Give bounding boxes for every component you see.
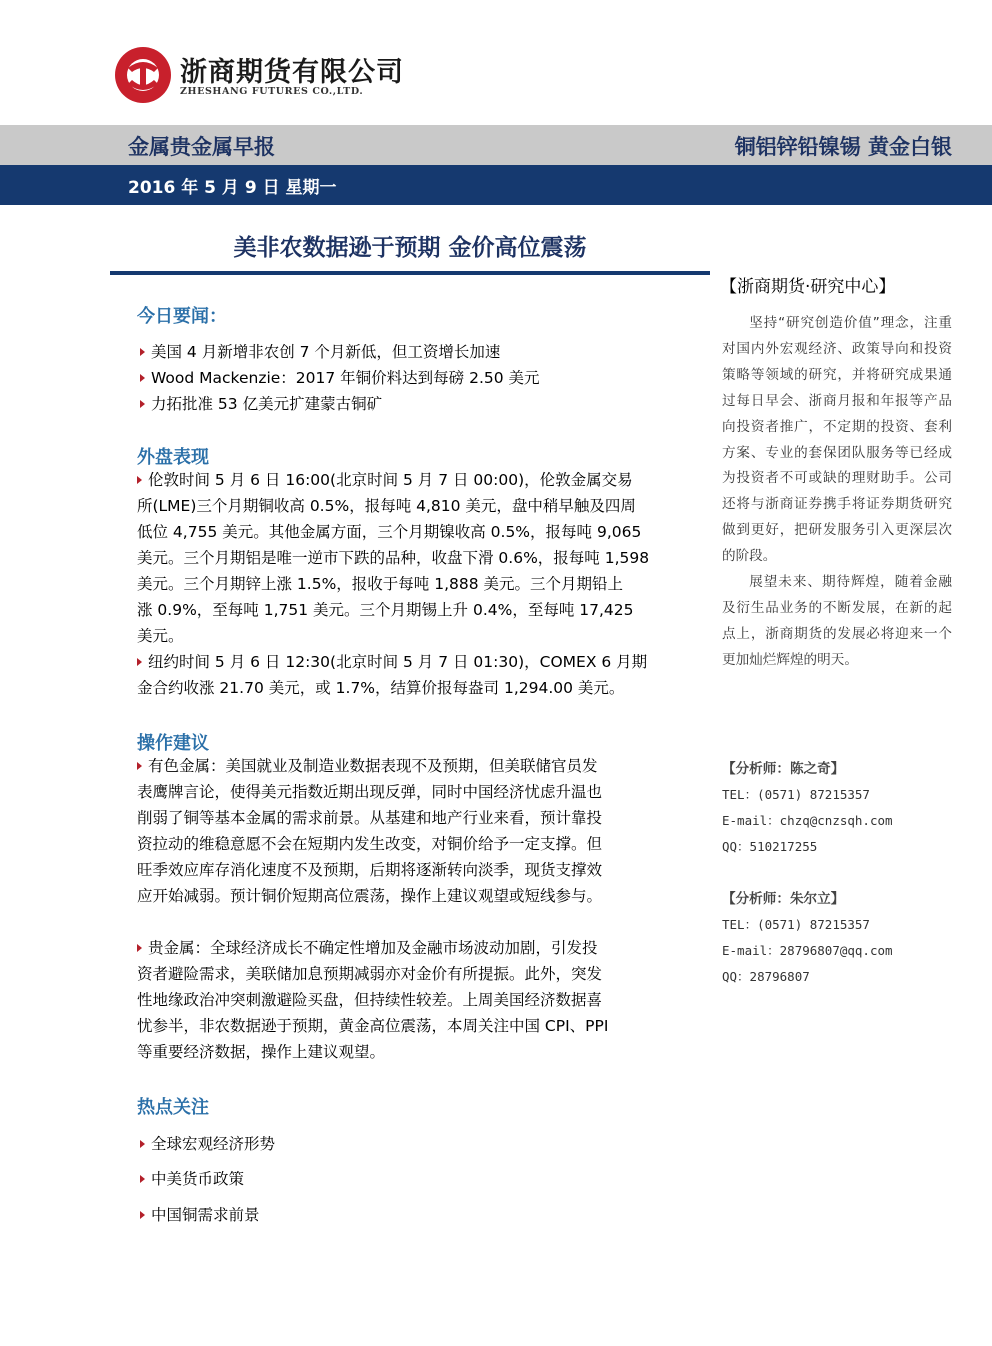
bullet-arrow-icon <box>140 1140 145 1148</box>
news-item: Wood Mackenzie：2017 年铜价料达到每磅 2.50 美元 <box>140 366 540 388</box>
hot-item: 中美货币政策 <box>140 1167 244 1189</box>
analyst-2-qq: QQ：28796807 <box>722 969 810 984</box>
research-center-title: 【浙商期货·研究中心】 <box>720 277 896 297</box>
company-name-cn: 浙商期货有限公司 <box>180 57 404 88</box>
analyst-1-email[interactable]: E-mail：chzq@cnzsqh.com <box>722 813 893 828</box>
advice-paragraph-base-metals: 有色金属：美国就业及制造业数据表现不及预期，但美联储官员发 表鹰牌言论，使得美元指数近期出现反弹，同时中国经济忧虑升温也 削弱了铜等基本金属的需求前景。从基建和地产行业来看，预计靠投 资拉动的维稳意愿不会在短期内发生改变，对铜价给予一定支撑。但 旺季效应库存消化速度不及预期，后期将逐渐转向淡季，现货支撑效 应开始减弱。预计铜价短期高位震荡，操作上建议观望或短线参与。 <box>137 757 603 905</box>
hot-item: 全球宏观经济形势 <box>140 1132 275 1154</box>
analyst-1-title: 【分析师：陈之奇】 <box>722 761 845 777</box>
company-logo-icon <box>114 46 172 104</box>
report-type: 金属贵金属早报 <box>128 135 275 159</box>
external-paragraph-comex: 纽约时间 5 月 6 日 12:30(北京时间 5 月 7 日 01:30)，COMEX 6 月期 金合约收涨 21.70 美元，或 1.7%，结算价报每盎司 1,294.00 美元。 <box>137 653 648 697</box>
news-item: 力拓批准 53 亿美元扩建蒙古铜矿 <box>140 392 382 414</box>
headline-divider <box>110 271 710 275</box>
hot-item: 中国铜需求前景 <box>140 1203 260 1225</box>
headline: 美非农数据逊于预期 金价高位震荡 <box>233 235 587 261</box>
news-section-title: 今日要闻： <box>137 306 227 327</box>
research-center-intro: 坚持“研究创造价值”理念，注重对国内外宏观经济、政策导向和投资策略等领域的研究，并将研究成果通过每日早会、浙商月报和年报等产品向投资者推广，不定期的投资、套利方案、专业的套保团队服务等已经成为投资者不可或缺的理财助手。公司还将与浙商证券携手将证券期货研究做到更好，把研发服务引入更深层次的阶段。 展望未来、期待辉煌，随着金融及衍生品业务的不断发展，在新的起点上，浙商期货的发展必将迎来一个更加灿烂辉煌的明天。 <box>722 315 952 668</box>
analyst-1-tel: TEL：(0571) 87215357 <box>722 787 870 802</box>
analyst-2-tel: TEL：(0571) 87215357 <box>722 917 870 932</box>
report-date: 2016 年 5 月 9 日 星期一 <box>128 178 337 198</box>
report-title-band <box>0 125 992 165</box>
bullet-arrow-icon <box>140 1175 145 1183</box>
analyst-2-title: 【分析师：朱尔立】 <box>722 891 845 907</box>
analyst-1-qq: QQ：510217255 <box>722 839 818 854</box>
bullet-arrow-icon <box>140 1211 145 1219</box>
metals-list: 铜铝锌铅镍锡 黄金白银 <box>734 135 952 159</box>
bullet-arrow-icon <box>140 374 145 382</box>
news-item: 美国 4 月新增非农创 7 个月新低，但工资增长加速 <box>140 340 500 362</box>
bullet-arrow-icon <box>140 400 145 408</box>
company-name-en: ZHESHANG FUTURES CO.,LTD. <box>180 86 364 97</box>
external-section-title: 外盘表现 <box>137 447 209 468</box>
analyst-2-email[interactable]: E-mail：28796807@qq.com <box>722 943 893 958</box>
bullet-arrow-icon <box>137 944 142 952</box>
bullet-arrow-icon <box>140 348 145 356</box>
bullet-arrow-icon <box>137 476 142 484</box>
bullet-arrow-icon <box>137 762 142 770</box>
advice-paragraph-precious-metals: 贵金属：全球经济成长不确定性增加及金融市场波动加剧，引发投 资者避险需求，美联储加息预期减弱亦对金价有所提振。此外，突发 性地缘政治冲突刺激避险买盘，但持续性较差。上周美国经济数据喜 忧参半，非农数据逊于预期，黄金高位震荡，本周关注中国 CPI、PPI 等重要经济数据，操作上建议观望。 <box>137 939 609 1061</box>
external-paragraph-lme: 伦敦时间 5 月 6 日 16:00(北京时间 5 月 7 日 00:00)，伦敦金属交易 所(LME)三个月期铜收高 0.5%，报每吨 4,810 美元，盘中稍早触及四周 低位 4,755 美元。其他金属方面，三个月期镍收高 0.5%，报每吨 9,065 美元。三个月期铝是唯一逆市下跌的品种，收盘下滑 0.6%，报每吨 1,598 美元。三个月期锌上涨 1.5%，报收于每吨 1,888 美元。三个月期铅上 涨 0.9%，至每吨 1,751 美元。三个月期锡上升 0.4%，至每吨 17,425 美元。 <box>137 471 650 645</box>
hot-section-title: 热点关注 <box>137 1097 209 1118</box>
advice-section-title: 操作建议 <box>137 733 209 754</box>
date-band <box>0 165 992 205</box>
bullet-arrow-icon <box>137 658 142 666</box>
